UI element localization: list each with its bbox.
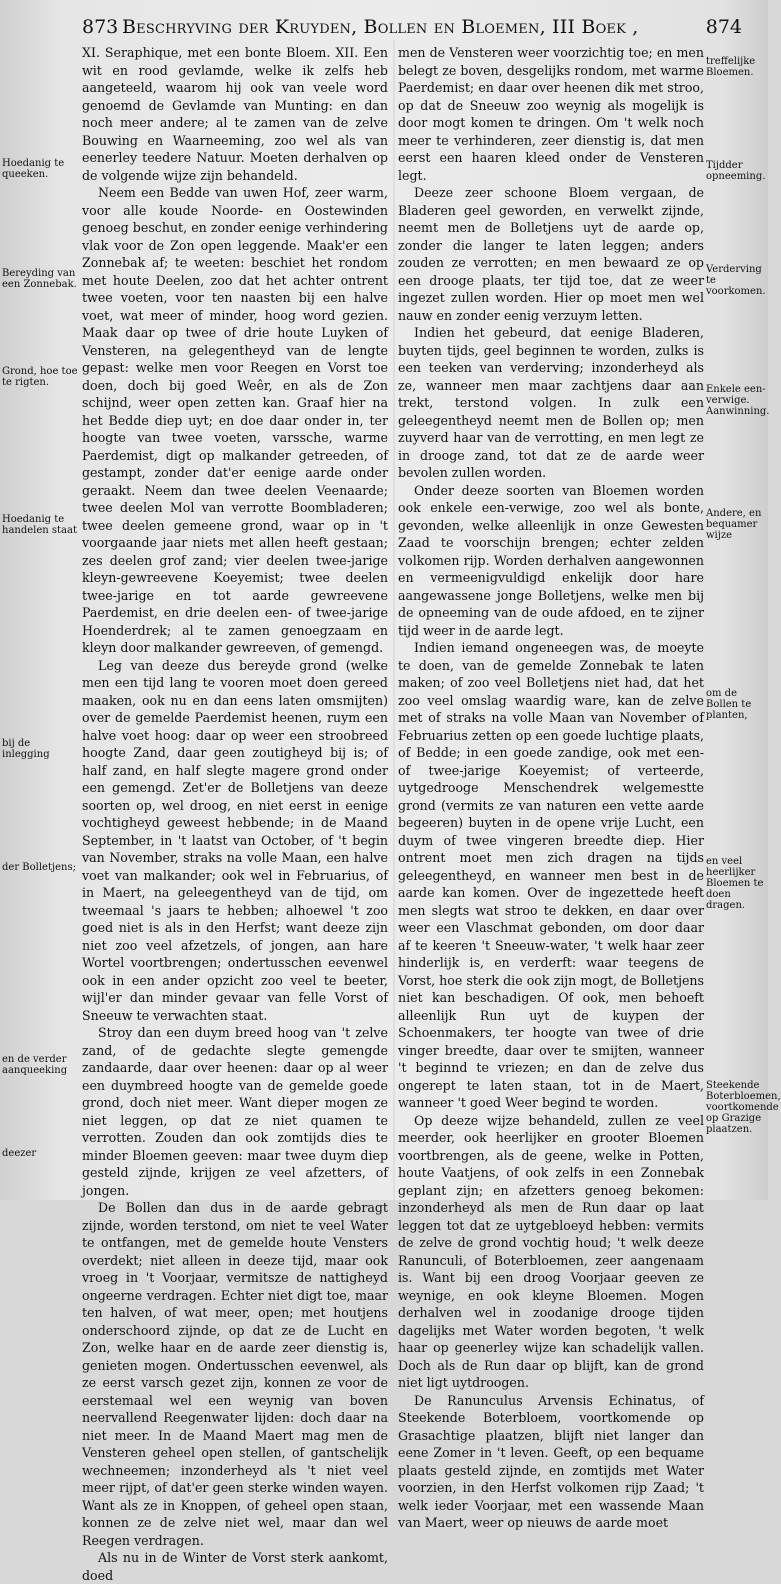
- margin-note-right: en veel heerlijker Bloemen te doen dragen.: [706, 856, 764, 911]
- paragraph: Op deeze wijze behandeld, zullen ze veel meerder, ook heerlijker en grooter Bloemen voortbrengen, als de geene, welke in Potten, houte Vaatjens, of ook zelfs in een Zonnebak geplant zijn; en afzetters genoeg bekomen: inzonderheyd als men de Run daar op laat leggen tot dat ze uytgebloeyd hebben: vermits de zelve de grond vochtig houd; 't welk deeze Ranunculi, of Boterbloemen, zeer aangenaam is. Want bij een droog Voorjaar geeven ze weynige, en ook kleyne Bloemen. Mogen derhalven wel in zoodanige drooge tijden dagelijks met Water worden begoten, 't welk haar op geenerley wijze kan schadelijk vallen. Doch als de Run daar op blijft, kan de grond niet ligt uytdroogen.: [398, 1112, 704, 1390]
- paragraph: Neem een Bedde van uwen Hof, zeer warm, voor alle koude Noorde- en Oostewinden genoeg beschut, en zonder eenige verhindering vlak voor de Zon open leggende. Maak'er een Zonnebak af; te weeten: beschiet het rondom met houte Deelen, zoo dat het achter ontrent twee voeten, voor ten naasten bij een halve voet, wat meer of minder, hoog word gezien. Maak daar op twee of drie houte Luyken of Vensteren, na gelegentheyd van de lengte gepast: welke men voor Reegen en Vorst toe doen, doch bij goed Weêr, en als de Zon schijnd, weer open zetten kan. Graaf hier na het Bedde diep uyt; en doe daar onder in, ter hoogte van twee voeten, varssche, warme Paerdemist, digt op malkander getreeden, of gestampt, zonder dat'er eenige aarde onder geraakt. Neem dan twee deelen Veenaarde; twee deelen Mol van verrotte Boombladeren; twee deelen gemeene grond, waar op in 't voorgaande jaar niets met allen heeft gestaan; zes deelen grof zand; vier deelen twee-jarige kleyn-gewreevene Koeyemist; twee deelen twee-jarige en tot aarde gewreevene Paerdemist, en drie deelen een- of twee-jarige Hoenderdrek; al te zamen genoegzaam en kleyn door malkander gewreeven, of gemengd.: [82, 185, 388, 655]
- margin-note-right: om de Bollen te planten,: [706, 688, 752, 721]
- margin-note-left: en de verder aanqueeking: [2, 1054, 68, 1076]
- paragraph: De Ranunculus Arvensis Echinatus, of Steekende Boterbloem, voortkomende op Grasachtige plaatzen, blijft niet langer dan eene Zomer in 't leven. Geeft, op een bequame plaats gesteld zijnde, en zomtijds met Water voorzien, in den Herfst volkomen rijp Zaad; 't welk ieder Voorjaar, met een wassende Maan van Maert, weer op nieuws de aarde moet: [398, 1392, 704, 1530]
- page-number-left: 873: [82, 16, 119, 38]
- margin-note-left: Hoedanig te queeken.: [2, 158, 65, 180]
- right-column: [398, 44, 704, 1530]
- left-column: [82, 44, 388, 1583]
- margin-note-right: Verderving te voorkomen.: [706, 264, 766, 297]
- paragraph: XI. Seraphique, met een bonte Bloem. XII. Een wit en rood gevlamde, welke ik zelfs heb aangeteeld, waarom hij ook van veele word genoemd de Gevlamde van Munting: en dan noch meer andere; al te zamen van de zelve Bouwing en Waarneeming, zoo wel als van eenerley teedere Natuur. Moeten derhalven op de volgende wijze zijn behandeld.: [82, 45, 388, 183]
- margin-note-right: Enkele een-verwige. Aanwinning.: [706, 384, 770, 417]
- paragraph: Stroy dan een duym breed hoog van 't zelve zand, of de gedachte slegte gemengde zandaarde, daar over heenen: daar op al weer een duymbreed hoogte van de gemelde goede grond, doch niet meer. Want dieper mogen ze niet leggen, op dat ze niet quamen te verrotten. Zouden dan ook zomtijds dies te minder Bloemen geeven: maar twee duym diep gesteld zijnde, krijgen ze veel afzetters, of jongen.: [82, 1025, 388, 1198]
- paragraph: Als nu in de Winter de Vorst sterk aankomt, doed: [82, 1550, 388, 1583]
- paragraph: Onder deeze soorten van Bloemen worden ook enkele een-verwige, zoo wel als bonte, gevonden, welke alleenlijk in onze Gewesten Zaad te voorschijn brengen; echter zelden volkomen rijp. Worden derhalven aangewonnen en vermeenigvuldigd enkelijk door hare aangewassene jonge Bolletjens, welke men bij de opneeming van de oude afdoed, en te zijner tijd weer in de aarde legt.: [398, 482, 704, 638]
- paragraph: De Bollen dan dus in de aarde gebragt zijnde, worden terstond, om niet te veel Water te ontfangen, met de gemelde houte Vensters overdekt; niet alleen in deeze tijd, maar ook vroeg in 't Voorjaar, vermitsze de nattigheyd ongeerne verdragen. Echter niet digt toe, maar ten halven, of wat meer, open; met houtjens onderschoord zijnde, op dat ze de Lucht en Zon, welke haar en de aarde zeer dienstig is, genieten mogen. Ondertusschen eevenwel, als ze eerst varsch gezet zijn, konnen ze voor de eerstemaal wel een weynig van boven neervallend Reegenwater lijden: doch daar na niet meer. In de Maand Maert mag men de Vensteren geheel open stellen, of gantschelijk wechneemen; inzonderheyd als 't niet veel meer rijpt, of dat'er geen sterke winden wayen. Want als ze in Knoppen, of geheel open staan, konnen ze de zelve niet wel, maar dan wel Reegen verdragen.: [82, 1200, 388, 1548]
- margin-note-right: Andere, en bequamer wijze: [706, 508, 762, 541]
- margin-note-right: Tijdder opneeming.: [706, 160, 766, 182]
- margin-note-left: deezer: [2, 1148, 37, 1159]
- margin-note-left: der Bolletjens;: [2, 862, 76, 873]
- column-gutter: [393, 40, 395, 1200]
- margin-note-left: bij de inlegging: [2, 738, 50, 760]
- paragraph: Deeze zeer schoone Bloem vergaan, de Bladeren geel geworden, en verwelkt zijnde, neemt men de Bolletjens uyt de aarde op, zonder die langer te laten leggen; anders zouden ze verrotten; en men bewaard ze op een drooge plaats, ter tijd toe, dat ze weer ingezet zullen worden. Hier op moet men wel nauw en zonder eenig verzuym letten.: [398, 185, 704, 323]
- paragraph: men de Vensteren weer voorzichtig toe; en men belegt ze boven, desgelijks rondom, met warme Paerdemist; en daar over heenen dik met stroo, op dat de Sneeuw zoo weynig als mogelijk is door mogt komen te dringen. Om 't welk noch meer te verhinderen, zeer dienstig is, dat men eerst een haaren kleed onder de Vensteren legt.: [398, 45, 704, 183]
- paragraph: Indien het gebeurd, dat eenige Bladeren, buyten tijds, geel beginnen te worden, zulks is een teeken van verderving; inzonderheyd als ze, wanneer men maar zachtjens daar aan trekt, terstond volgen. In zulk een geleegentheyd neemt men de Bollen op; men zuyverd haar van de verrotting, en men legt ze in drooge zand, tot dat ze de aarde weer bevolen zullen worden.: [398, 325, 704, 480]
- margin-note-left: Grond, hoe toe te rigten.: [2, 366, 78, 388]
- page-header: [82, 14, 742, 40]
- page-number-right: 874: [705, 16, 742, 38]
- paragraph: Indien iemand ongeneegen was, de moeyte te doen, van de gemelde Zonnebak te laten maken; of zoo veel Bolletjens niet had, dat het zoo veel omslag waardig ware, kan de zelve met of straks na volle Maan van November of Februarius zetten op een goede luchtige plaats, of Bedde; in een goede zandige, ook met een- of twee-jarige Koeyemist; of verteerde, uytgedrooge Menschendrek welgemestte grond (vermits ze van naturen een vette aarde begeeren) buyten in de opene vrije Lucht, een duym of twee vingeren breedte diep. Hier ontrent moet men zich dragen na tijds geleegentheyd, en wanneer men best in de aarde kan komen. Over de ingezettede heeft men slegts wat stroo te dekken, en daar over weer een Vlaschmat gebonden, om door daar af te keeren 't Sneeuw-water, 't welk haar zeer hinderlijk is, en verderft: waar teegens de Vorst, hoe sterk die ook zijn mogt, de Bolletjens niet kan beschadigen. Of ook, men behoeft alleenlijk Run uyt de kuypen der Schoenmakers, ter hoogte van twee of drie vinger breedte, daar over te smijten, wanneer 't beginnd te vriezen; en dan de zelve dus ongerept te laten staan, tot in de Maert, wanneer 't goed Weer begind te worden.: [398, 640, 704, 1110]
- margin-note-left: Hoedanig te handelen staat: [2, 514, 77, 536]
- margin-note-right: treffelijke Bloemen.: [706, 56, 756, 78]
- margin-note-left: Bereyding van een Zonnebak.: [2, 268, 77, 290]
- margin-note-right: Steekende Boterbloemen, voortkomende op Grazige plaatzen.: [706, 1080, 781, 1135]
- running-title: Beschryving der Kruyden, Bollen en Bloemen, III Boek ,: [122, 16, 639, 38]
- paragraph: Leg van deeze dus bereyde grond (welke men een tijd lang te vooren moet doen gereed maaken, ook nu en dan eens laten omsmijten) over de gemelde Paerdemist heenen, ruym een halve voet hoog: daar op weer een stroobreed hoogte Zand, daar geen zoutigheyd bij is; of half zand, en half slegte magere grond onder een gemengd. Zet'er de Bolletjens van deeze soorten op, wel droog, en niet eerst in eenige vochtigheyd geweest hebbende; in de Maand September, in 't laatst van October, of 't begin van November, straks na volle Maan, een halve voet van malkander; ook wel in Februarius, of in Maert, na geleegentheyd van de tijd, om tweemaal 's jaars te hebben; alhoewel 't zoo goed niet is als in den Herfst; want deeze zijn niet zoo veel afzetzels, of jongen, aan hare Wortel voortbrengen; ondertusschen eevenwel ook in een ander opzicht zoo veel te beeter, wijl'er dan minder gevaar van felle Vorst of Sneeuw te verwachten staat.: [82, 657, 388, 1023]
